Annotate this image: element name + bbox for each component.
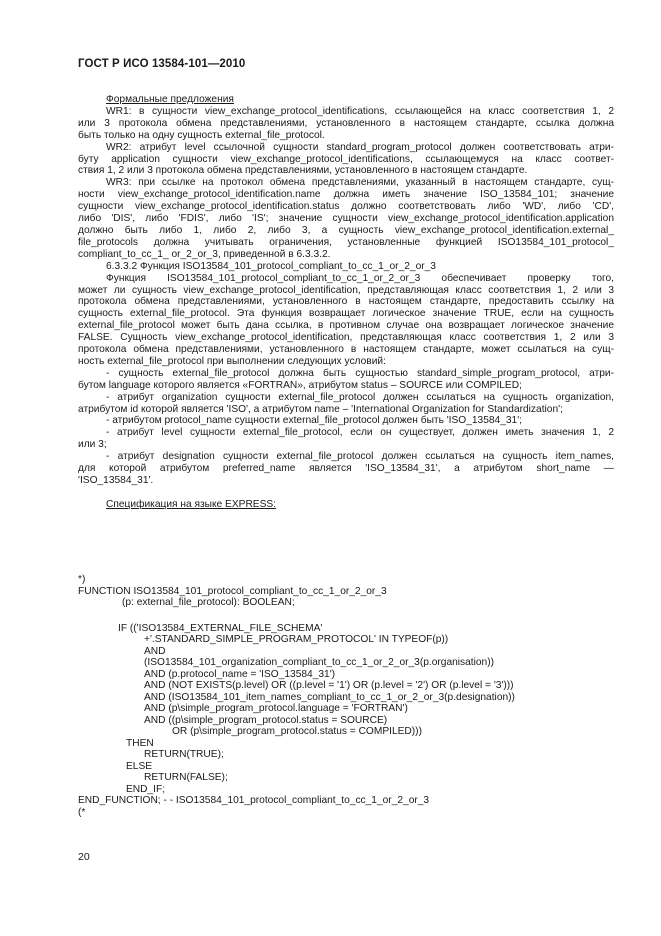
text-line: - атрибут level сущности external_file_protocol, если он существует, должен иметь значения 1, 2 <box>106 427 614 439</box>
text-line: должно быть либо 1, либо 2, либо 3, а сущность view_exchange_protocol_identification.external_ <box>78 224 614 236</box>
text-line: протокола обмена представлениями, установленного в настоящем стандарте, предоставить ссылку на <box>78 296 614 308</box>
code-line: THEN <box>126 737 154 749</box>
text-line: WR2: атрибут level ссылочной сущности standard_program_protocol должен соответствовать атри- <box>106 141 614 153</box>
code-line: END_FUNCTION; - - ISO13584_101_protocol_compliant_to_cc_1_or_2_or_3 <box>78 795 430 806</box>
paragraph-lines <box>78 106 614 487</box>
text-line: или 3; <box>78 439 107 451</box>
text-line: - атрибутом protocol_name сущности external_file_protocol должен быть 'ISO_13584_31'; <box>106 415 522 427</box>
text-line: протокола обмена представлениями, установленного в настоящем стандарте, может ссылаться на сущ- <box>78 344 614 356</box>
text-line: может ли сущность view_exchange_protocol_identification, представляющая класс соответствия 1, 2 или 3 <box>78 284 614 296</box>
code-line: (* <box>78 806 86 818</box>
express-spec-title: Спецификация на языке EXPRESS: <box>106 498 277 510</box>
code-line: AND (NOT EXISTS(p.level) OR ((p.level = '1') OR (p.level = '2') OR (p.level = '3'))) <box>144 680 514 691</box>
text-line: 'ISO_13584_31'. <box>78 475 154 486</box>
text-line: - атрибут organization сущности external_file_protocol должен ссылаться на сущность organization, <box>106 391 614 403</box>
code-line: (p: external_file_protocol): BOOLEAN; <box>122 597 295 608</box>
code-line: IF (('ISO13584_EXTERNAL_FILE_SCHEMA' <box>118 622 323 634</box>
code-line: AND (p.protocol_name = 'ISO_13584_31') <box>144 668 336 680</box>
section-title: Формальные предложения <box>106 94 234 105</box>
code-line: RETURN(TRUE); <box>144 749 224 760</box>
code-line: RETURN(FALSE); <box>144 772 228 783</box>
express-code-block <box>78 574 614 818</box>
text-line: бутом language которого является «FORTRAN», атрибутом status – SOURCE или COMPILED; <box>78 379 522 391</box>
text-line: external_file_protocol может быть дана ссылка, в противном случае она возвращает логическое значение <box>78 320 614 332</box>
text-line: быть только на одну сущность external_file_protocol. <box>78 129 325 141</box>
text-line: WR1: в сущности view_exchange_protocol_identifications, ссылающейся на класс соответствия 1, 2 <box>106 105 614 117</box>
code-line: ELSE <box>126 760 153 772</box>
code-line: (ISO13584_101_organization_compliant_to_cc_1_or_2_or_3(p.organisation)) <box>144 657 495 668</box>
code-line: AND ((p\simple_program_protocol.status = SOURCE) <box>144 714 388 726</box>
text-line: либо 'DIS', либо 'FDIS', либо 'IS'; значение сущности view_exchange_protocol_identification.application <box>78 213 614 225</box>
code-line: AND (ISO13584_101_item_names_compliant_to_cc_1_or_2_or_3(p.designation)) <box>144 691 515 703</box>
text-line: - сущность external_file_protocol должна быть сущностью standard_simple_program_protocol, атри- <box>106 367 614 379</box>
text-line: FALSE. Сущность view_exchange_protocol_identification, представляющая класс соответствия 1, 2 или 3 <box>78 332 614 344</box>
text-line: file_protocols должна учитывать ограничения, установленные функцией ISO13584_101_protocol_ <box>78 236 614 248</box>
code-line: FUNCTION ISO13584_101_protocol_compliant_to_cc_1_or_2_or_3 <box>78 585 387 597</box>
text-line: для которой атрибутом preferred_name является 'ISO_13584_31', а атрибутом short_name — <box>78 463 614 475</box>
code-line: *) <box>78 574 86 585</box>
text-line: сущности view_exchange_protocol_identification.status должно соответствовать либо 'WD', либо 'CD', <box>78 201 614 213</box>
text-line: или 3 протокола обмена представлениями, установленного в настоящем стандарте, ссылка должна <box>78 117 614 129</box>
code-line <box>78 609 614 623</box>
code-line: AND (p\simple_program_protocol.language = 'FORTRAN') <box>144 703 408 714</box>
text-line: ности view_exchange_protocol_identification.name должна иметь значение ISO_13584_101; значение <box>78 189 614 201</box>
text-line: WR3: при ссылке на протокол обмена представлениями, указанный в настоящем стандарте, сущ- <box>106 177 614 189</box>
code-line: OR (p\simple_program_protocol.status = COMPILED))) <box>172 726 422 737</box>
text-line: ствия 1, 2 или 3 протокола обмена представлениями, установленного в настоящем стандарте. <box>78 165 528 177</box>
document-header: ГОСТ Р ИСО 13584-101—2010 <box>78 58 246 70</box>
code-line: END_IF; <box>126 783 166 795</box>
text-line: сущность external_file_protocol. Эта функция возвращает логическое значение TRUE, если на сущность <box>78 308 614 320</box>
code-line: +'.STANDARD_SIMPLE_PROGRAM_PROTOCOL' IN TYPEOF(p)) <box>144 634 449 645</box>
text-line: буту application сущности view_exchange_protocol_identifications, ссылающемуся на класс соответ- <box>78 153 614 165</box>
text-line: Функция ISO13584_101_protocol_compliant_to_cc_1_or_2_or_3 обеспечивает проверку того, <box>106 272 614 284</box>
text-line: атрибутом id которой является 'ISO', а атрибутом name – 'International Organization for Standardization'; <box>78 403 563 415</box>
text-line: 6.3.3.2 Функция ISO13584_101_protocol_compliant_to_cc_1_or_2_or_3 <box>106 260 436 272</box>
text-line: ность external_file_protocol при выполнении следующих условий: <box>78 355 386 367</box>
code-line: AND <box>144 645 166 657</box>
text-line: compliant_to_cc_1_ or_2_or_3, приведенной в 6.3.3.2. <box>78 248 331 260</box>
body-text <box>78 94 614 511</box>
text-line: - атрибут designation сущности external_file_protocol должен ссылаться на сущность item_names, <box>106 451 614 463</box>
page-number: 20 <box>78 851 90 863</box>
